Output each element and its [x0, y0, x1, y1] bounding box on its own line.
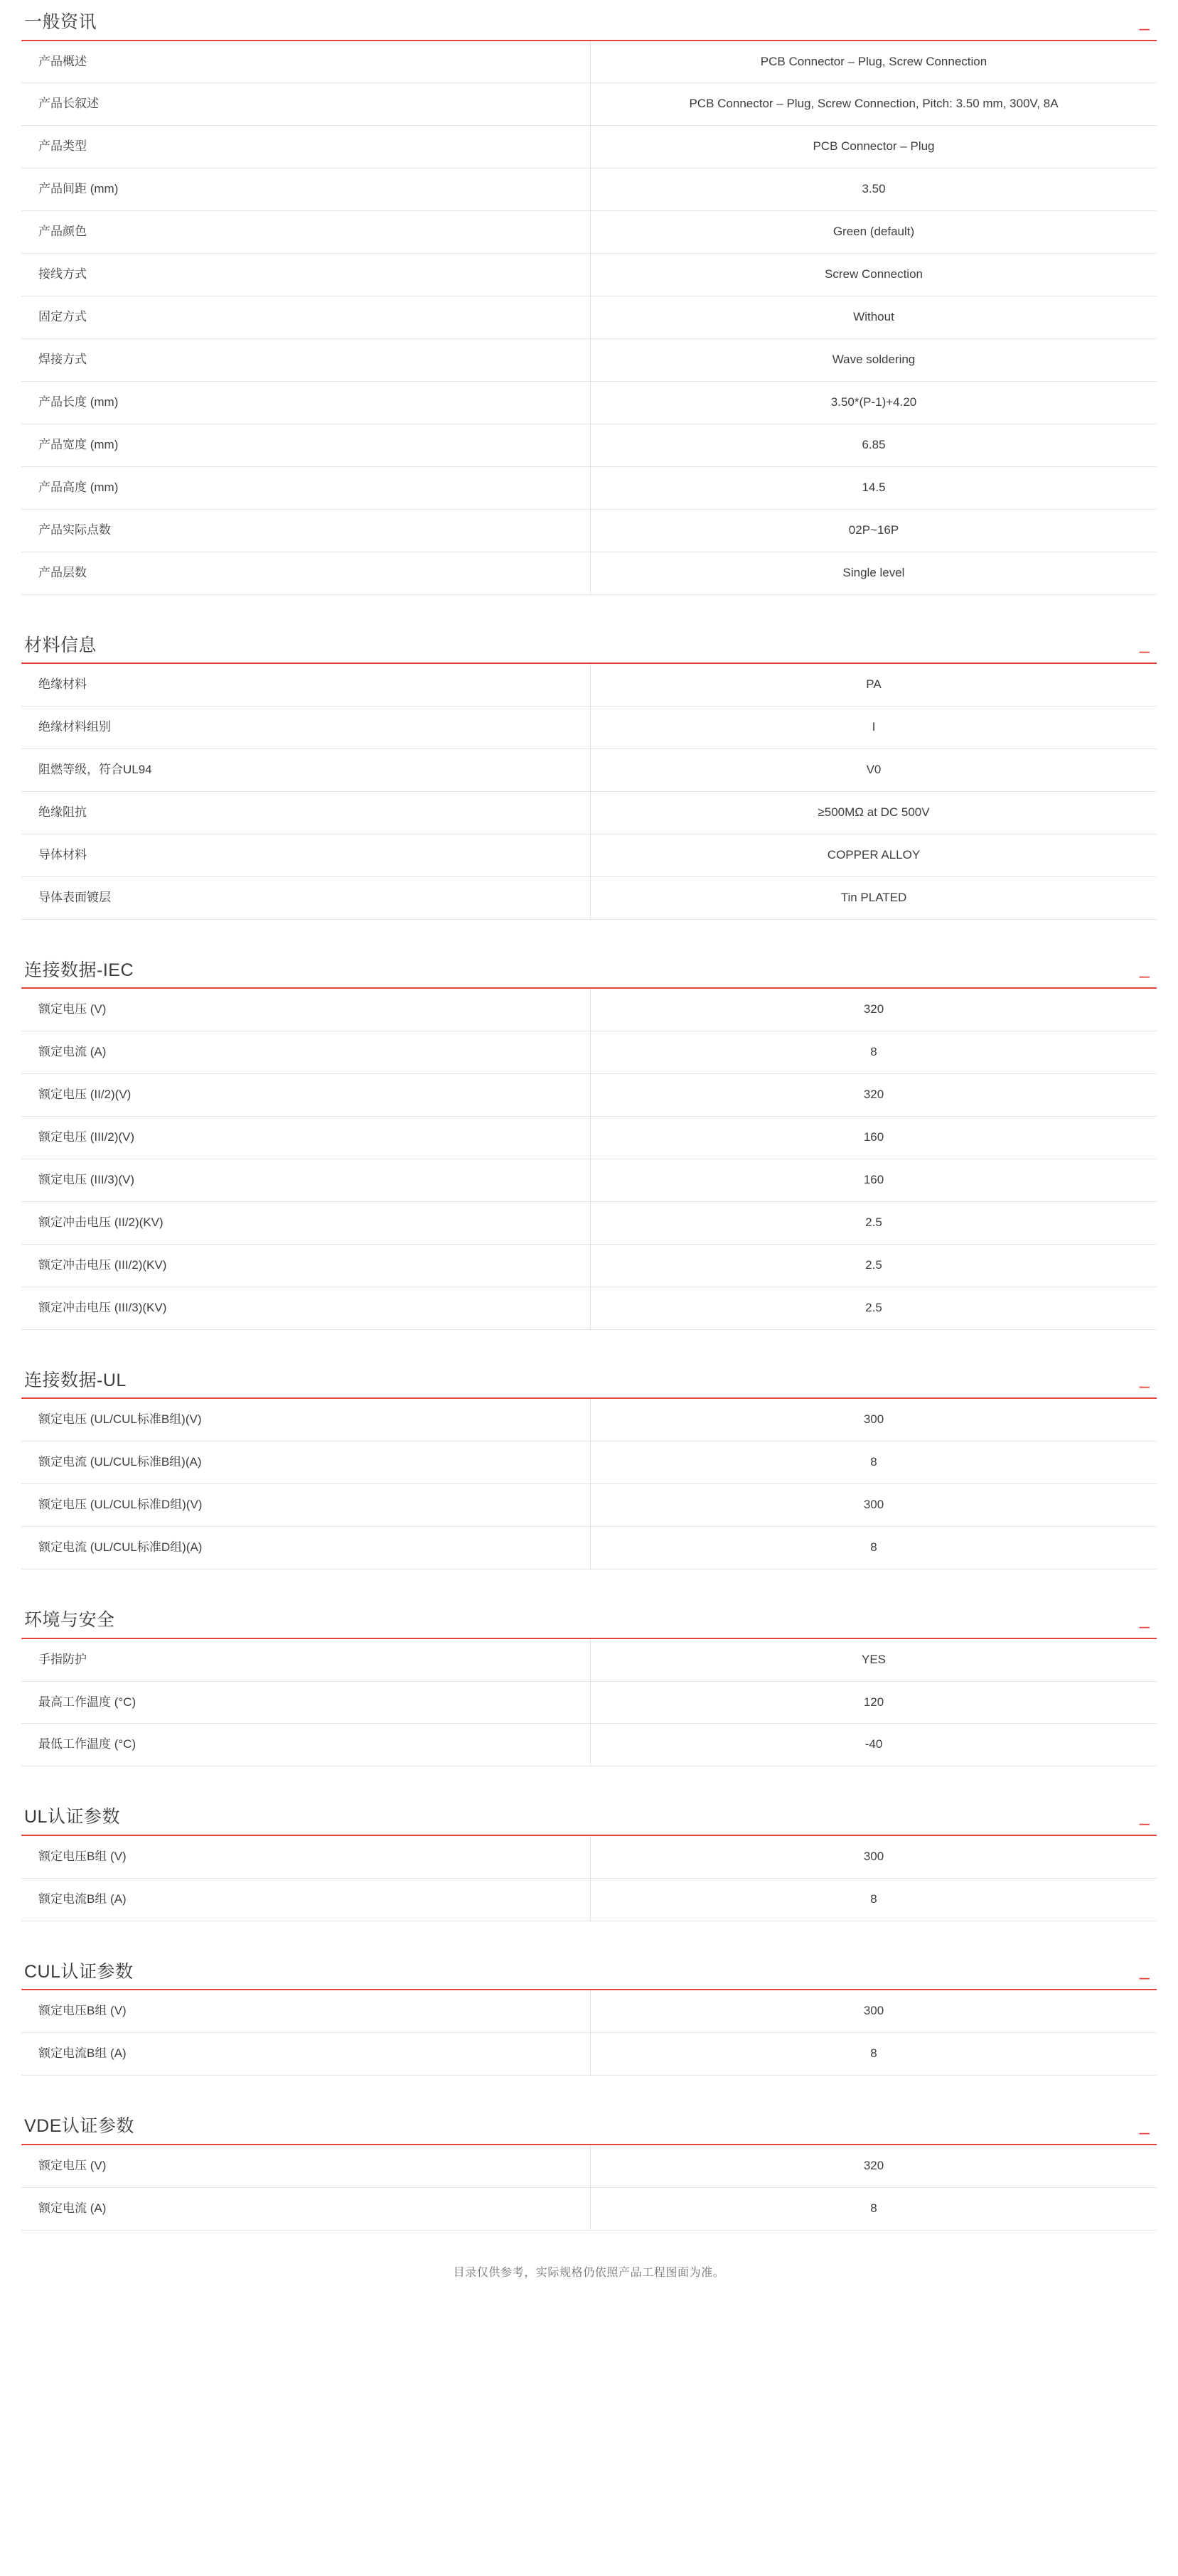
spec-value: Screw Connection [825, 267, 923, 281]
table-row [21, 1527, 1157, 1569]
spec-label: 额定电压 (V) [21, 2145, 591, 2187]
table-row [21, 1202, 1157, 1245]
table-row [21, 834, 1157, 876]
spec-label: 额定电流B组 (A) [21, 1878, 591, 1921]
table-row [21, 2187, 1157, 2230]
spec-value: 300 [863, 1849, 884, 1863]
table-row [21, 1724, 1157, 1766]
spec-label: 导体表面镀层 [21, 876, 591, 919]
spec-value: 160 [863, 1173, 884, 1187]
spec-value: I [872, 720, 876, 734]
spec-section [21, 1371, 1157, 1569]
spec-value: ≥500MΩ at DC 500V [818, 805, 930, 819]
section-header [21, 13, 1157, 41]
spec-label: 固定方式 [21, 296, 591, 339]
spec-value: 2.5 [865, 1215, 882, 1229]
spec-label: 额定电压B组 (V) [21, 1990, 591, 2032]
table-row [21, 1639, 1157, 1681]
table-row [21, 382, 1157, 424]
section-title: 连接数据-UL [24, 1370, 127, 1390]
spec-value: 320 [863, 2158, 884, 2172]
collapse-minus-icon[interactable]: – [1139, 1811, 1150, 1833]
spec-label: 绝缘阻抗 [21, 792, 591, 834]
table-row [21, 41, 1157, 83]
collapse-minus-icon[interactable]: – [1139, 965, 1150, 987]
spec-value: -40 [864, 1737, 883, 1751]
spec-value: 02P~16P [848, 522, 899, 537]
section-header [21, 636, 1157, 665]
spec-value: PA [866, 677, 882, 692]
spec-label: 额定电流 (A) [21, 2187, 591, 2230]
table-row [21, 211, 1157, 254]
table-row [21, 2145, 1157, 2187]
spec-value: 300 [863, 1498, 884, 1512]
spec-section [21, 961, 1157, 1330]
spec-value: 120 [863, 1695, 884, 1709]
section-header [21, 1808, 1157, 1836]
table-row [21, 1399, 1157, 1441]
table-row [21, 1031, 1157, 1074]
spec-value: Green (default) [832, 225, 915, 239]
spec-sections [21, 13, 1157, 2231]
spec-label: 产品高度 (mm) [21, 466, 591, 509]
collapse-minus-icon[interactable]: – [1139, 1966, 1150, 1988]
spec-value: 8 [870, 2046, 877, 2061]
spec-value: 2.5 [865, 1300, 882, 1314]
section-header [21, 961, 1157, 989]
collapse-minus-icon[interactable]: – [1139, 1614, 1150, 1636]
spec-value: COPPER ALLOY [827, 847, 921, 862]
spec-value: YES [861, 1652, 887, 1666]
section-title: 材料信息 [24, 635, 97, 655]
spec-label: 产品概述 [21, 41, 591, 83]
spec-table [21, 664, 1157, 920]
spec-value: Single level [842, 565, 905, 579]
table-row [21, 1484, 1157, 1527]
spec-label: 额定电压 (II/2)(V) [21, 1074, 591, 1117]
spec-value: Tin PLATED [840, 890, 907, 904]
spec-value: 8 [870, 1045, 877, 1059]
collapse-minus-icon[interactable]: – [1139, 2120, 1150, 2142]
spec-label: 导体材料 [21, 834, 591, 876]
table-row [21, 2033, 1157, 2076]
section-header [21, 2117, 1157, 2145]
section-title: VDE认证参数 [24, 2116, 134, 2137]
table-row [21, 707, 1157, 749]
table-row [21, 168, 1157, 211]
table-row [21, 1442, 1157, 1484]
spec-value: PCB Connector – Plug, Screw Connection, Pitch: 3.50 mm, 300V, 8A [689, 97, 1059, 111]
section-title: CUL认证参数 [24, 1961, 134, 1982]
table-row [21, 509, 1157, 552]
spec-value: PCB Connector – Plug [813, 139, 935, 154]
table-row [21, 1159, 1157, 1202]
spec-section [21, 1611, 1157, 1766]
spec-label: 额定电压 (III/3)(V) [21, 1159, 591, 1202]
spec-value: 14.5 [862, 480, 886, 494]
footer-note: 目录仅供参考，实际规格仍依照产品工程图面为准。 [453, 2266, 725, 2279]
spec-label: 接线方式 [21, 254, 591, 296]
spec-label: 绝缘材料 [21, 664, 591, 706]
collapse-minus-icon[interactable]: – [1139, 640, 1150, 662]
table-row [21, 83, 1157, 126]
spec-label: 额定冲击电压 (III/2)(KV) [21, 1244, 591, 1287]
spec-label: 产品类型 [21, 126, 591, 168]
spec-label: 绝缘材料组别 [21, 707, 591, 749]
spec-value: 8 [870, 1540, 877, 1555]
table-row [21, 552, 1157, 594]
spec-label: 阻燃等级，符合UL94 [21, 749, 591, 792]
table-row [21, 989, 1157, 1031]
spec-table [21, 989, 1157, 1330]
spec-label: 产品间距 (mm) [21, 168, 591, 211]
section-header [21, 1611, 1157, 1639]
table-row [21, 1287, 1157, 1329]
table-row [21, 1074, 1157, 1117]
section-title: UL认证参数 [24, 1807, 120, 1828]
spec-table [21, 1399, 1157, 1569]
spec-section [21, 636, 1157, 920]
section-title: 连接数据-IEC [24, 960, 134, 980]
spec-label: 产品宽度 (mm) [21, 424, 591, 466]
spec-table [21, 41, 1157, 595]
spec-value: 8 [870, 2201, 877, 2215]
spec-table [21, 1639, 1157, 1767]
spec-section [21, 1808, 1157, 1921]
table-row [21, 296, 1157, 339]
table-row [21, 339, 1157, 382]
spec-section [21, 2117, 1157, 2230]
spec-label: 手指防护 [21, 1639, 591, 1681]
spec-label: 额定电流B组 (A) [21, 2033, 591, 2076]
section-header [21, 1963, 1157, 1991]
spec-label: 额定冲击电压 (II/2)(KV) [21, 1202, 591, 1245]
spec-value: 320 [863, 1002, 884, 1016]
table-row [21, 1117, 1157, 1159]
spec-label: 额定电压 (V) [21, 989, 591, 1031]
section-title: 环境与安全 [24, 1610, 115, 1631]
spec-value: 2.5 [865, 1257, 882, 1272]
spec-label: 额定电压 (UL/CUL标准B组)(V) [21, 1399, 591, 1441]
spec-label: 额定电压 (UL/CUL标准D组)(V) [21, 1484, 591, 1527]
spec-value: 300 [863, 1412, 884, 1427]
spec-label: 额定电压B组 (V) [21, 1836, 591, 1878]
table-row [21, 126, 1157, 168]
spec-value: PCB Connector – Plug, Screw Connection [760, 54, 987, 68]
spec-label: 产品长度 (mm) [21, 382, 591, 424]
spec-label: 额定电压 (III/2)(V) [21, 1117, 591, 1159]
spec-label: 额定电流 (A) [21, 1031, 591, 1074]
section-title: 一般资讯 [24, 12, 97, 32]
table-row [21, 424, 1157, 466]
spec-value: 6.85 [862, 437, 886, 451]
spec-table [21, 1990, 1157, 2076]
spec-label: 额定电流 (UL/CUL标准D组)(A) [21, 1527, 591, 1569]
spec-label: 产品颜色 [21, 211, 591, 254]
section-header [21, 1371, 1157, 1400]
spec-section [21, 1963, 1157, 2076]
spec-value: 3.50*(P-1)+4.20 [830, 395, 917, 409]
spec-value: Wave soldering [832, 353, 916, 367]
spec-label: 最低工作温度 (°C) [21, 1724, 591, 1766]
table-row [21, 1681, 1157, 1724]
spec-value: 3.50 [862, 182, 886, 196]
table-row [21, 254, 1157, 296]
table-row [21, 749, 1157, 792]
spec-label: 产品实际点数 [21, 509, 591, 552]
table-row [21, 1244, 1157, 1287]
table-row [21, 1990, 1157, 2032]
spec-label: 焊接方式 [21, 339, 591, 382]
table-row [21, 1836, 1157, 1878]
spec-value: 160 [863, 1130, 884, 1144]
spec-table [21, 2145, 1157, 2231]
table-row [21, 664, 1157, 706]
spec-value: V0 [866, 763, 882, 777]
spec-value: 300 [863, 2004, 884, 2018]
table-row [21, 792, 1157, 834]
spec-label: 产品层数 [21, 552, 591, 594]
collapse-minus-icon[interactable]: – [1139, 1375, 1150, 1397]
spec-value: 8 [870, 1891, 877, 1906]
table-row [21, 1878, 1157, 1921]
spec-label: 最高工作温度 (°C) [21, 1681, 591, 1724]
table-row [21, 466, 1157, 509]
spec-value: 8 [870, 1455, 877, 1469]
spec-value: 320 [863, 1088, 884, 1102]
table-row [21, 876, 1157, 919]
spec-label: 额定电流 (UL/CUL标准B组)(A) [21, 1442, 591, 1484]
collapse-minus-icon[interactable]: – [1139, 16, 1150, 38]
spec-label: 额定冲击电压 (III/3)(KV) [21, 1287, 591, 1329]
spec-section [21, 13, 1157, 595]
spec-value: Without [853, 310, 894, 324]
spec-label: 产品长叙述 [21, 83, 591, 126]
spec-table [21, 1836, 1157, 1921]
